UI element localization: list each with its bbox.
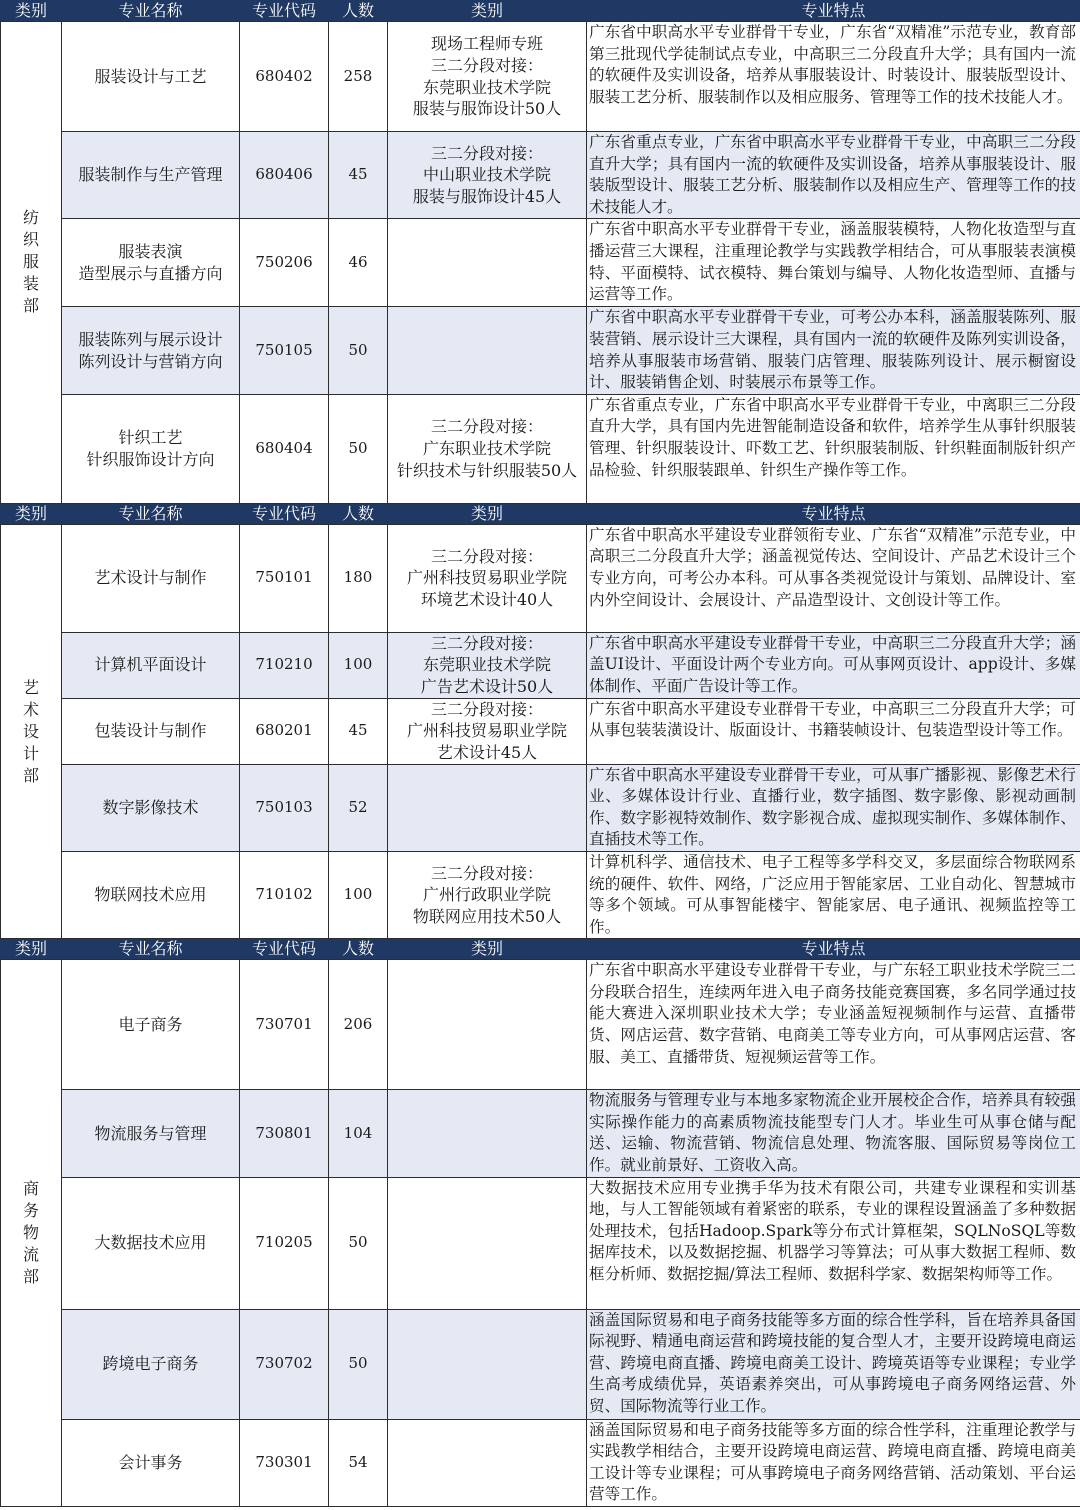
program-count: 46	[329, 219, 388, 307]
program-features: 计算机科学、通信技术、电子工程等多学科交叉，多层面综合物联网系统的硬件、软件、网络，广泛应用于智能家居、工业自动化、智慧城市等多个领域。可从事智能楼宇、智能家居、电子通讯、视频监控等工作。	[587, 851, 1080, 938]
table-row	[1, 394, 1080, 503]
program-code: 730801	[240, 1090, 329, 1177]
program-category	[388, 1090, 587, 1177]
department-char: 织	[22, 230, 39, 250]
header-count: 人数	[329, 1, 388, 22]
department-char: 设	[22, 721, 39, 741]
program-name: 艺术设计与制作	[62, 524, 240, 632]
program-category	[388, 1309, 587, 1419]
program-count: 206	[329, 960, 388, 1090]
table-row	[1, 524, 1080, 632]
program-code: 750101	[240, 524, 329, 632]
table-row	[1, 632, 1080, 698]
table-row	[1, 960, 1080, 1090]
header-name: 专业名称	[62, 503, 240, 524]
department-char: 部	[22, 765, 39, 785]
section-header-row	[1, 939, 1080, 960]
table-row	[1, 132, 1080, 219]
table-row	[1, 1309, 1080, 1419]
program-features: 广东省中职高水平建设专业群骨干专业，与广东轻工职业技术学院三二分段联合招生，连续两年进入电子商务技能竞赛国赛，多名同学通过技能大赛进入深圳职业技术大学；专业涵盖短视频制作与运营、直播带货、网店运营、数字营销、电商美工等专业方向，可从事网店运营、客服、美工、直播带货、短视频运营等工作。	[587, 960, 1080, 1090]
program-features: 广东省中职高水平建设专业群骨干专业，可从事广播影视、影像艺术行业、多媒体设计行业、直播行业，数字插图、数字影像、影视动画制作、数字影视特效制作、数字影视合成、虚拟现实制作、多媒体制作、直插技术等工作。	[587, 764, 1080, 851]
section-header-row	[1, 1, 1080, 22]
table-row	[1, 1090, 1080, 1177]
header-dept: 类别	[1, 1, 62, 22]
program-name: 服装设计与工艺	[62, 22, 240, 132]
program-table-body	[1, 1, 1080, 1507]
program-name: 服装表演 造型展示与直播方向	[62, 219, 240, 307]
department-char: 艺	[22, 677, 39, 697]
program-name: 跨境电子商务	[62, 1309, 240, 1419]
program-count: 50	[329, 307, 388, 394]
program-category: 三二分段对接： 广东职业技术学院 针织技术与针织服装50人	[388, 394, 587, 503]
department-char: 纺	[22, 208, 39, 228]
header-code: 专业代码	[240, 1, 329, 22]
program-category	[388, 960, 587, 1090]
header-count: 人数	[329, 939, 388, 960]
table-row	[1, 1177, 1080, 1309]
program-category: 三二分段对接： 广州科技贸易职业学院 环境艺术设计40人	[388, 524, 587, 632]
table-row	[1, 764, 1080, 851]
program-count: 45	[329, 132, 388, 219]
program-code: 750206	[240, 219, 329, 307]
program-features: 广东省重点专业，广东省中职高水平专业群骨干专业，中离职三二分段直升大学，具有国内先进智能制造设备和软件，培养学生从事针织服装管理、针织服装设计、吓数工艺、针织服装制版、针织鞋面制版针织产品检验、针织服装跟单、针织生产操作等工作。	[587, 394, 1080, 503]
department-cell	[1, 22, 62, 504]
program-features: 涵盖国际贸易和电子商务技能等多方面的综合性学科，注重理论教学与实践教学相结合，主要开设跨境电商运营、跨境电商直播、跨境电商美工设计等专业课程；可从事跨境电子商务网络营销、活动策划、平台运营等工作。	[587, 1419, 1080, 1506]
program-category	[388, 764, 587, 851]
program-name: 包装设计与制作	[62, 698, 240, 764]
header-name: 专业名称	[62, 939, 240, 960]
header-dept: 类别	[1, 503, 62, 524]
program-code: 730301	[240, 1419, 329, 1506]
program-code: 680406	[240, 132, 329, 219]
program-name: 数字影像技术	[62, 764, 240, 851]
department-char: 部	[22, 1267, 39, 1287]
program-count: 50	[329, 1309, 388, 1419]
header-features: 专业特点	[587, 939, 1080, 960]
program-features: 广东省中职高水平建设专业群骨干专业，中高职三二分段直升大学；可从事包装装潢设计、版面设计、书籍装帧设计、包装造型设计等工作。	[587, 698, 1080, 764]
program-category	[388, 307, 587, 394]
header-code: 专业代码	[240, 939, 329, 960]
program-code: 750103	[240, 764, 329, 851]
header-dept: 类别	[1, 939, 62, 960]
header-category: 类别	[388, 503, 587, 524]
header-code: 专业代码	[240, 503, 329, 524]
table-row	[1, 307, 1080, 394]
header-count: 人数	[329, 503, 388, 524]
program-features: 大数据技术应用专业携手华为技术有限公司，共建专业课程和实训基地，与人工智能领域有着紧密的联系，专业的课程设置涵盖了多种数据处理技术，包括Hadoop.Spark等分布式计算框架，SQLNoSQL等数据库技术，以及数据挖掘、机器学习等算法；可从事大数据工程师、数框分析师、数据挖掘/算法工程师、数据科学家、数据架构师等工作。	[587, 1177, 1080, 1309]
program-count: 50	[329, 1177, 388, 1309]
department-char: 商	[22, 1179, 39, 1199]
header-name: 专业名称	[62, 1, 240, 22]
program-code: 710102	[240, 851, 329, 938]
program-count: 52	[329, 764, 388, 851]
program-category: 三二分段对接： 东莞职业技术学院 广告艺术设计50人	[388, 632, 587, 698]
program-name: 服装陈列与展示设计 陈列设计与营销方向	[62, 307, 240, 394]
program-code: 680402	[240, 22, 329, 132]
department-char: 服	[22, 252, 39, 272]
program-category: 三二分段对接： 中山职业技术学院 服装与服饰设计45人	[388, 132, 587, 219]
program-name: 计算机平面设计	[62, 632, 240, 698]
section-header-row	[1, 503, 1080, 524]
program-category: 三二分段对接： 广州科技贸易职业学院 艺术设计45人	[388, 698, 587, 764]
header-features: 专业特点	[587, 1, 1080, 22]
program-code: 680404	[240, 394, 329, 503]
program-category	[388, 219, 587, 307]
program-count: 45	[329, 698, 388, 764]
department-char: 术	[22, 699, 39, 719]
program-name: 会计事务	[62, 1419, 240, 1506]
program-count: 100	[329, 632, 388, 698]
program-name: 针织工艺 针织服饰设计方向	[62, 394, 240, 503]
program-count: 104	[329, 1090, 388, 1177]
table-row	[1, 1419, 1080, 1506]
program-features: 广东省中职高水平建设专业群领衔专业、广东省“双精准”示范专业，中高职三二分段直升大学；涵盖视觉传达、空间设计、产品艺术设计三个专业方向，可考公办本科。可从事各类视觉设计与策划、品牌设计、室内外空间设计、会展设计、产品造型设计、文创设计等工作。	[587, 524, 1080, 632]
table-row	[1, 698, 1080, 764]
program-category	[388, 1419, 587, 1506]
program-name: 物联网技术应用	[62, 851, 240, 938]
program-category: 现场工程师专班 三二分段对接： 东莞职业技术学院 服装与服饰设计50人	[388, 22, 587, 132]
program-code: 710210	[240, 632, 329, 698]
program-code: 710205	[240, 1177, 329, 1309]
program-count: 258	[329, 22, 388, 132]
department-char: 装	[22, 274, 39, 294]
program-category	[388, 1177, 587, 1309]
program-name: 电子商务	[62, 960, 240, 1090]
program-features: 涵盖国际贸易和电子商务技能等多方面的综合性学科，旨在培养具备国际视野、精通电商运营和跨境技能的复合型人才，主要开设跨境电商运营、跨境电商直播、跨境电商美工设计、跨境英语等专业课程；专业学生高考成绩优异，英语素养突出，可从事跨境电子商务网络运营、外贸、国际物流等行业工作。	[587, 1309, 1080, 1419]
program-features: 广东省中职高水平建设专业群骨干专业，中高职三二分段直升大学；涵盖UI设计、平面设计两个专业方向。可从事网页设计、app设计、多媒体制作、平面广告设计等工作。	[587, 632, 1080, 698]
department-cell	[1, 960, 62, 1507]
program-count: 180	[329, 524, 388, 632]
header-category: 类别	[388, 939, 587, 960]
program-name: 服装制作与生产管理	[62, 132, 240, 219]
department-char: 物	[22, 1223, 39, 1243]
table-row	[1, 22, 1080, 132]
program-code: 730702	[240, 1309, 329, 1419]
program-code: 730701	[240, 960, 329, 1090]
program-features: 广东省中职高水平专业群骨干专业，涵盖服装模特，人物化妆造型与直播运营三大课程，注重理论教学与实践教学相结合，可从事服装表演模特、平面模特、试衣模特、舞台策划与编导、人物化妆造型师、直播与运营等工作。	[587, 219, 1080, 307]
department-char: 计	[22, 743, 39, 763]
program-name: 物流服务与管理	[62, 1090, 240, 1177]
program-features: 物流服务与管理专业与本地多家物流企业开展校企合作，培养具有较强实际操作能力的高素质物流技能型专门人才。毕业生可从事仓储与配送、运输、物流营销、物流信息处理、物流客服、国际贸易等岗位工作。就业前景好、工资收入高。	[587, 1090, 1080, 1177]
department-char: 流	[22, 1245, 39, 1265]
program-features: 广东省中职高水平专业群骨干专业，可考公办本科，涵盖服装陈列、服装营销、展示设计三大课程，具有国内一流的软硬件及陈列实训设备，培养从事服装市场营销、服装门店管理、服装陈列设计、展示橱窗设计、服装销售企划、时装展示布景等工作。	[587, 307, 1080, 394]
table-row	[1, 219, 1080, 307]
department-char: 部	[22, 296, 39, 316]
program-count: 50	[329, 394, 388, 503]
header-category: 类别	[388, 1, 587, 22]
program-code: 750105	[240, 307, 329, 394]
program-count: 100	[329, 851, 388, 938]
program-name: 大数据技术应用	[62, 1177, 240, 1309]
header-features: 专业特点	[587, 503, 1080, 524]
department-cell	[1, 524, 62, 939]
program-count: 54	[329, 1419, 388, 1506]
department-char: 务	[22, 1201, 39, 1221]
program-code: 680201	[240, 698, 329, 764]
table-row	[1, 851, 1080, 938]
program-category: 三二分段对接： 广州行政职业学院 物联网应用技术50人	[388, 851, 587, 938]
program-features: 广东省中职高水平专业群骨干专业，广东省“双精准”示范专业，教育部第三批现代学徒制试点专业，中高职三二分段直升大学；具有国内一流的软硬件及实训设备，培养从事服装设计、时装设计、服装版型设计、服装工艺分析、服装制作以及相应服务、管理等工作的技术技能人才。	[587, 22, 1080, 132]
program-features: 广东省重点专业，广东省中职高水平专业群骨干专业，中高职三二分段直升大学；具有国内一流的软硬件及实训设备，培养从事服装设计、服装版型设计、服装工艺分析、服装制作以及相应生产、管理等工作的技术技能人才。	[587, 132, 1080, 219]
